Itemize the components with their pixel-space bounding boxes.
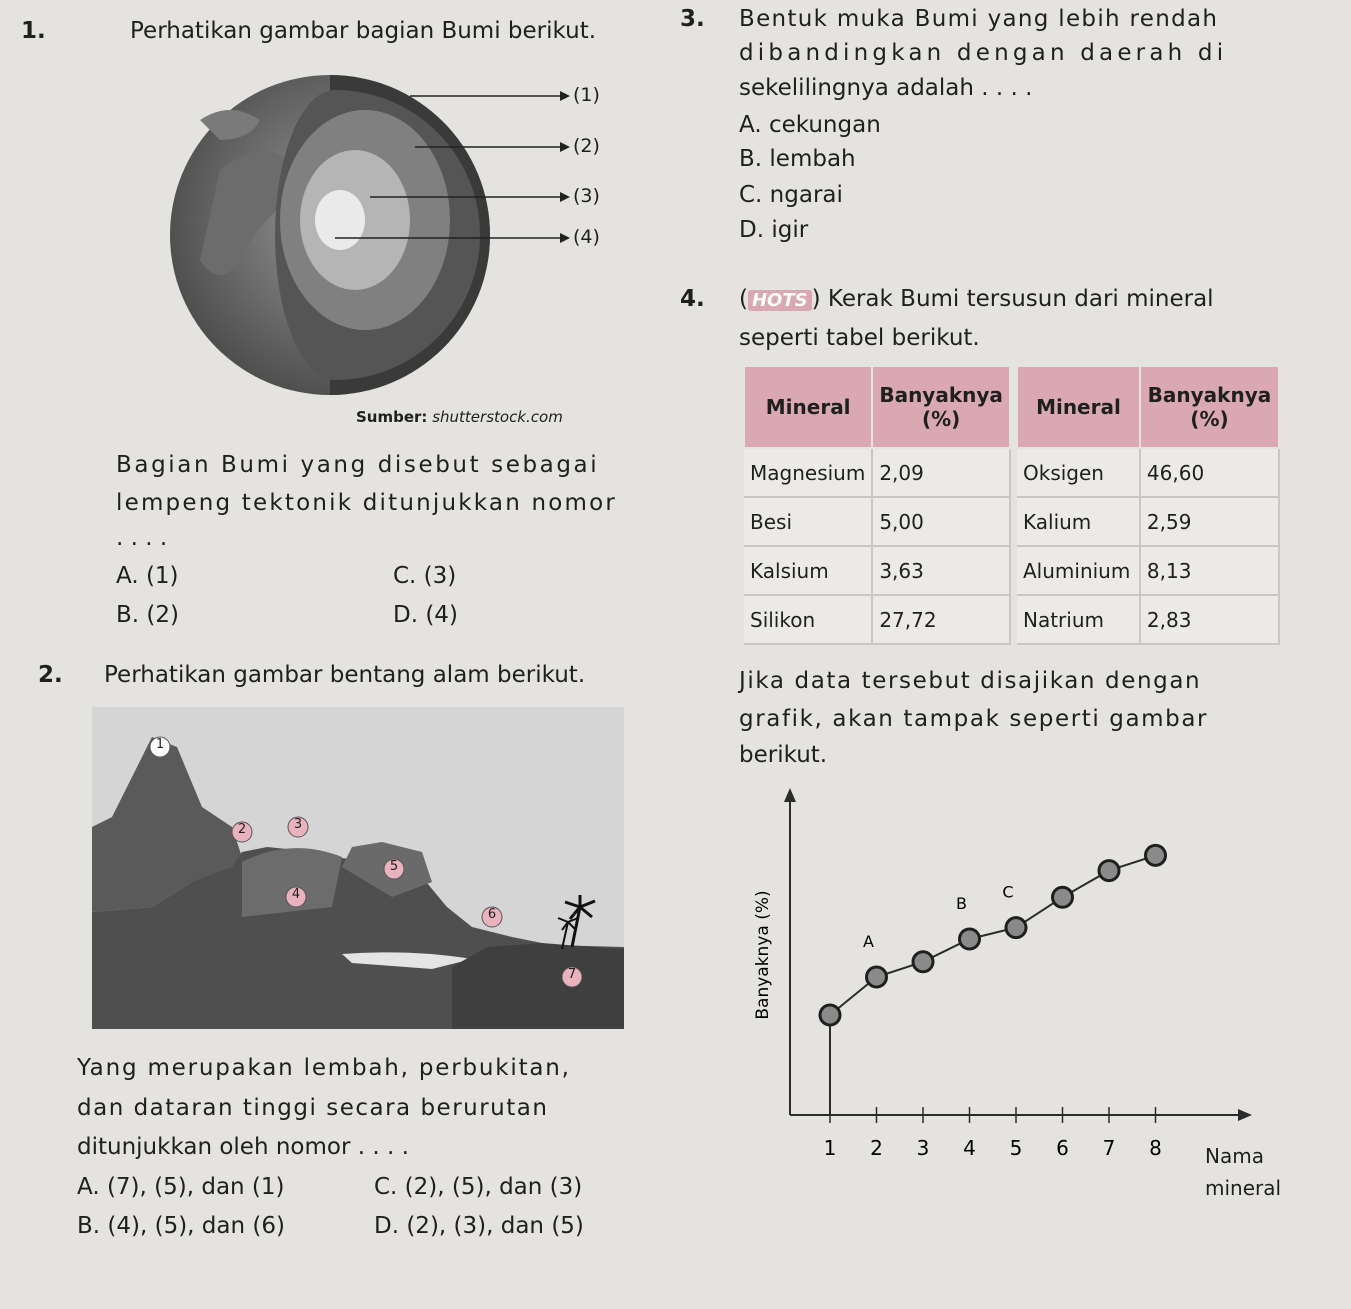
q3-option-c: C. ngarai	[739, 182, 843, 208]
table-row	[1017, 546, 1279, 595]
arrowhead-icon	[560, 192, 570, 202]
q1-question-line1: Bagian Bumi yang disebut sebagai	[116, 452, 600, 478]
data-point	[913, 952, 933, 972]
q4-line2: seperti tabel berikut.	[739, 325, 980, 351]
table-cell: 46,60	[1140, 448, 1279, 497]
arrowhead-icon	[560, 233, 570, 243]
table-row	[744, 497, 1010, 546]
q2-prompt: Perhatikan gambar bentang alam berikut.	[104, 662, 586, 688]
source-prefix: Sumber:	[356, 408, 428, 426]
marker-7: 7	[567, 967, 577, 982]
q1-option-d: D. (4)	[393, 602, 458, 628]
table-cell: Aluminium	[1017, 546, 1140, 595]
q3-number: 3.	[680, 6, 705, 32]
table-cell: 8,13	[1140, 546, 1279, 595]
arrowhead-icon	[560, 142, 570, 152]
layer-label-2: (2)	[573, 135, 600, 157]
q3-option-a: A. cekungan	[739, 112, 881, 138]
q2-question-line2: dan dataran tinggi secara berurutan	[77, 1095, 549, 1121]
table-header-mineral: Mineral	[1017, 366, 1140, 448]
q4-line1-wrap: ( HOTS ) Kerak Bumi tersusun dari mineral	[739, 286, 1214, 312]
marker-5: 5	[389, 859, 399, 874]
point-label: C	[1002, 882, 1014, 902]
q2-option-d: D. (2), (3), dan (5)	[374, 1213, 584, 1239]
data-point	[820, 1005, 840, 1025]
table-row	[1017, 595, 1279, 644]
q2-option-b: B. (4), (5), dan (6)	[77, 1213, 285, 1239]
x-tick-label: 8	[1149, 1136, 1162, 1160]
q1-option-c: C. (3)	[393, 563, 457, 589]
table-row	[1017, 497, 1279, 546]
q1-question-line3: . . . .	[116, 525, 168, 551]
q4-after-line1: Jika data tersebut disajikan dengan	[739, 668, 1202, 694]
x-tick-label: 4	[963, 1136, 976, 1160]
table-header-amount: Banyaknya (%)	[872, 366, 1010, 448]
marker-2: 2	[237, 822, 247, 837]
y-axis-arrowhead-icon	[784, 788, 796, 802]
q1-question-line2: lempeng tektonik ditunjukkan nomor	[116, 490, 618, 516]
q2-option-a: A. (7), (5), dan (1)	[77, 1174, 285, 1200]
table-cell: 2,59	[1140, 497, 1279, 546]
hots-badge: HOTS	[748, 290, 812, 311]
x-tick-label: 2	[870, 1136, 883, 1160]
inner-core	[315, 190, 365, 250]
q4-after-line3: berikut.	[739, 742, 828, 768]
landscape-markers	[92, 707, 624, 1029]
mineral-table-left	[743, 365, 1011, 645]
data-point	[867, 967, 887, 987]
x-axis-arrowhead-icon	[1238, 1109, 1252, 1121]
mineral-table-right	[1016, 365, 1280, 645]
marker-3: 3	[293, 817, 303, 832]
source-text: shutterstock.com	[432, 408, 563, 426]
x-axis-label	[1205, 1140, 1285, 1204]
mineral-line-chart	[740, 780, 1300, 1200]
q1-option-a: A. (1)	[116, 563, 179, 589]
q3-line2: dibandingkan dengan daerah di	[739, 40, 1228, 66]
q3-option-b: B. lembah	[739, 146, 856, 172]
data-point	[1099, 861, 1119, 881]
data-point	[960, 929, 980, 949]
q2-question-line1: Yang merupakan lembah, perbukitan,	[77, 1055, 571, 1081]
q3-option-d: D. igir	[739, 217, 809, 243]
x-tick-label: 1	[823, 1136, 837, 1160]
marker-4: 4	[291, 887, 301, 902]
table-cell: Kalium	[1017, 497, 1140, 546]
q4-line1: Kerak Bumi tersusun dari mineral	[827, 286, 1214, 312]
data-point	[1006, 918, 1026, 938]
x-tick-label: 7	[1102, 1136, 1116, 1160]
arrowhead-icon	[560, 91, 570, 101]
q4-after-line2: grafik, akan tampak seperti gambar	[739, 706, 1209, 732]
q1-prompt: Perhatikan gambar bagian Bumi berikut.	[130, 18, 597, 44]
q2-number: 2.	[38, 662, 63, 688]
layer-label-3: (3)	[573, 185, 600, 207]
table-cell: 2,83	[1140, 595, 1279, 644]
table-header-amount: Banyaknya (%)	[1140, 366, 1279, 448]
table-cell: 5,00	[872, 497, 1010, 546]
table-header-mineral: Mineral	[744, 366, 872, 448]
q1-option-b: B. (2)	[116, 602, 179, 628]
table-cell: 27,72	[872, 595, 1010, 644]
q3-line1: Bentuk muka Bumi yang lebih rendah	[739, 6, 1219, 32]
q4-number: 4.	[680, 286, 705, 312]
table-row	[744, 546, 1010, 595]
x-axis-label-text: Nama mineral	[1205, 1144, 1282, 1200]
marker-1: 1	[155, 737, 165, 752]
data-point	[1146, 845, 1166, 865]
point-label: A	[863, 932, 874, 951]
x-tick-label: 3	[916, 1136, 930, 1160]
layer-label-4: (4)	[573, 226, 600, 248]
marker-6: 6	[487, 907, 497, 922]
earth-layers-illustration	[160, 60, 620, 400]
table-cell: 2,09	[872, 448, 1010, 497]
table-cell: Natrium	[1017, 595, 1140, 644]
table-cell: 3,63	[872, 546, 1010, 595]
table-row	[1017, 448, 1279, 497]
q2-option-c: C. (2), (5), dan (3)	[374, 1174, 583, 1200]
image-source	[356, 408, 563, 426]
q3-line3: sekelilingnya adalah . . . .	[739, 75, 1033, 101]
data-point	[1053, 887, 1073, 907]
point-label: B	[956, 894, 967, 913]
table-row	[744, 595, 1010, 644]
table-cell: Kalsium	[744, 546, 872, 595]
table-cell: Besi	[744, 497, 872, 546]
table-cell: Magnesium	[744, 448, 872, 497]
table-cell: Silikon	[744, 595, 872, 644]
table-cell: Oksigen	[1017, 448, 1140, 497]
layer-label-1: (1)	[573, 84, 600, 106]
x-tick-label: 5	[1009, 1136, 1023, 1160]
y-axis-label: Banyaknya (%)	[753, 890, 773, 1020]
q2-question-line3: ditunjukkan oleh nomor . . . .	[77, 1134, 409, 1160]
q1-number: 1.	[21, 18, 46, 44]
table-row	[744, 448, 1010, 497]
x-tick-label: 6	[1056, 1136, 1069, 1160]
